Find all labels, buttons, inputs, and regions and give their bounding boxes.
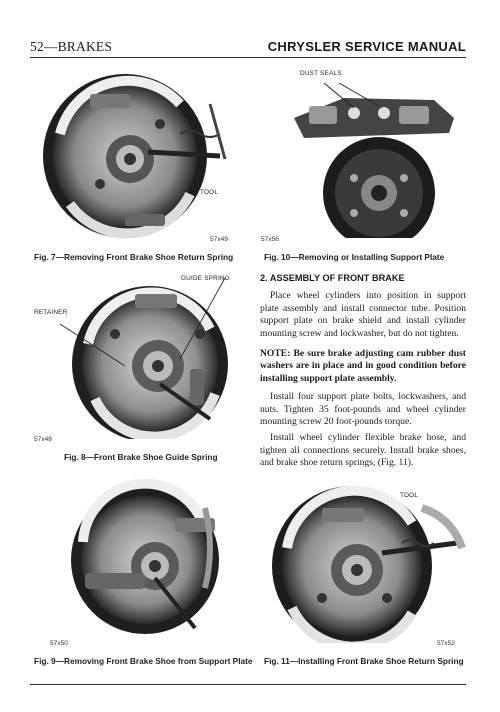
fig9-code: 57x50 <box>50 640 68 647</box>
figure-11-image <box>262 478 467 643</box>
section-title: 2. ASSEMBLY OF FRONT BRAKE <box>260 273 405 283</box>
footer-rule <box>30 684 466 685</box>
fig10-callout-dust-seals: DUST SEALS <box>300 70 342 77</box>
assembly-section <box>260 272 466 474</box>
figure-8-image <box>40 274 240 439</box>
figure-7-image <box>30 64 240 244</box>
page-header-left: 52—BRAKES <box>30 39 113 54</box>
fig8-callout-retainer: RETAINER <box>34 309 68 316</box>
section-note: NOTE: Be sure brake adjusting cam rubber dust washers are in place and in good condition before installing support plate assembly. <box>260 348 466 384</box>
fig7-caption: Fig. 7—Removing Front Brake Shoe Return Spring <box>34 252 234 262</box>
fig7-code: 57x49 <box>210 236 228 243</box>
figure-9-image <box>55 478 230 638</box>
figure-10-image <box>284 78 468 238</box>
fig9-caption: Fig. 9—Removing Front Brake Shoe from Support Plate <box>34 656 253 666</box>
fig11-callout-tool: TOOL <box>400 492 419 499</box>
section-paragraph-2: Install four support plate bolts, lockwashers, and nuts. Tighten 35 foot-pounds and wheel cylinder mounting screw 20 foot-pounds torque. <box>260 391 466 428</box>
page-header-right: CHRYSLER SERVICE MANUAL <box>267 39 466 54</box>
fig11-code: 57x52 <box>437 640 455 647</box>
fig8-code: 57x48 <box>34 436 52 443</box>
fig10-caption: Fig. 10—Removing or Installing Support Plate <box>264 252 445 262</box>
header-rule <box>30 57 466 58</box>
fig8-caption: Fig. 8—Front Brake Shoe Guide Spring <box>64 452 218 462</box>
fig8-callout-guide-spring: GUIDE SPRING <box>181 275 230 282</box>
fig7-callout-tool: TOOL <box>200 189 219 196</box>
fig10-code: 57x56 <box>261 236 279 243</box>
section-paragraph-3: Install wheel cylinder flexible brake hose, and tighten all connections securely. Install brake shoes, and brake shoe return springs, (Fig. 11). <box>260 432 466 469</box>
fig11-caption: Fig. 11—Installing Front Brake Shoe Return Spring <box>264 656 464 666</box>
section-paragraph-1: Place wheel cylinders into position in support plate assembly and install connector tube. Position support plate on brake shield and install cylinder mounting screw and lockwasher, but do not tighten. <box>260 290 466 339</box>
